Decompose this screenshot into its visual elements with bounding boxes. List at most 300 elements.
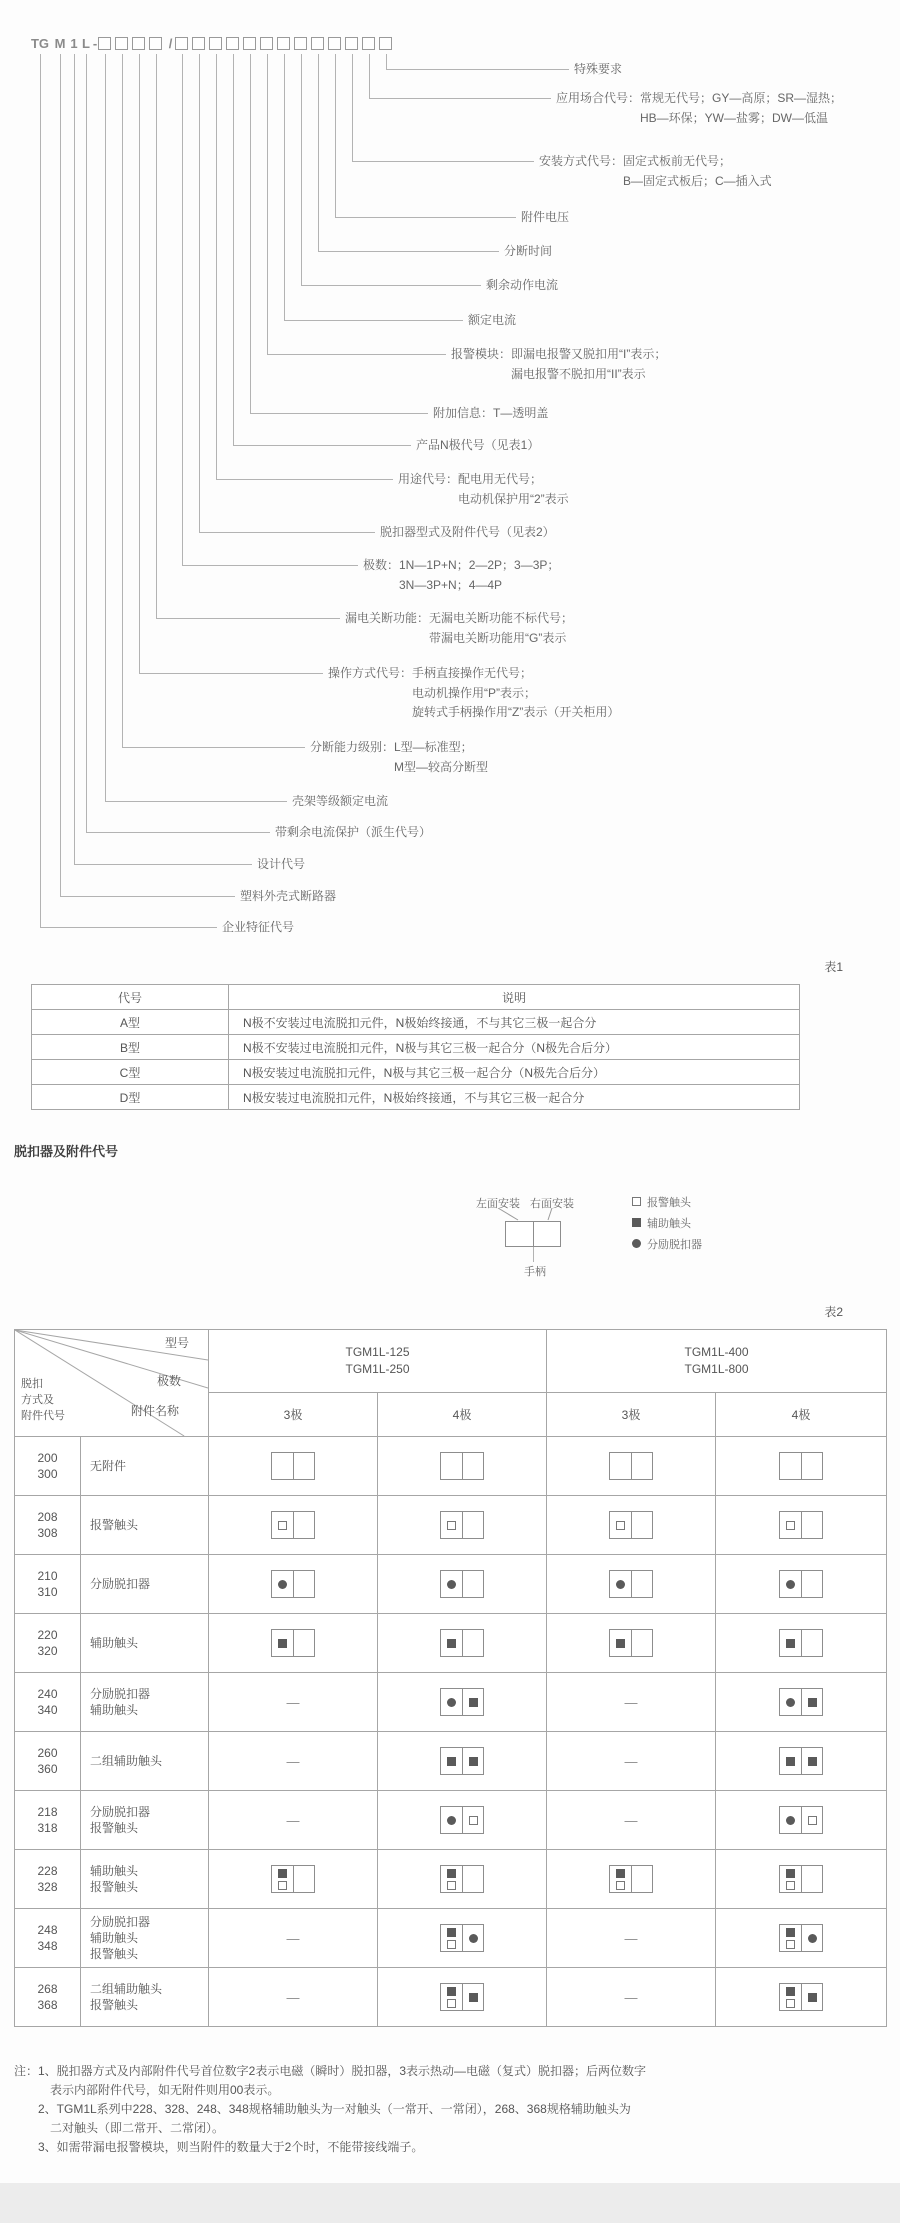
right-mount-slot bbox=[801, 1571, 822, 1597]
diagram-cell bbox=[716, 1909, 887, 1968]
model-field-label-line: 塑料外壳式断路器 bbox=[240, 889, 337, 903]
diagram-cell bbox=[378, 1791, 547, 1850]
right-mount-slot bbox=[293, 1571, 314, 1597]
mount-left-label: 左面安装 bbox=[476, 1198, 520, 1210]
aux-contact-icon bbox=[447, 1757, 456, 1766]
model-code bbox=[28, 36, 396, 51]
code-cell: 260 360 bbox=[15, 1732, 81, 1791]
left-mount-slot bbox=[272, 1630, 293, 1656]
diagram-cell bbox=[209, 1968, 378, 2027]
diagram-cell bbox=[209, 1732, 378, 1791]
model-code-box bbox=[209, 37, 222, 50]
connector-line bbox=[156, 618, 341, 619]
code-cell: 210 310 bbox=[15, 1555, 81, 1614]
code-cell: C型 bbox=[32, 1060, 229, 1085]
corner-accessory-name-label: 附件名称 bbox=[131, 1404, 180, 1418]
aux-contact-icon bbox=[469, 1993, 478, 2002]
diagram-cell bbox=[716, 1614, 887, 1673]
connector-line bbox=[386, 54, 387, 69]
right-mount-slot bbox=[631, 1512, 652, 1538]
not-available-dash: — bbox=[286, 1930, 300, 1946]
left-mount-slot bbox=[610, 1512, 631, 1538]
model-code-box bbox=[243, 37, 256, 50]
accessory-diagram bbox=[779, 1747, 823, 1775]
connector-line bbox=[199, 54, 200, 532]
diagram-cell bbox=[716, 1437, 887, 1496]
left-mount-slot bbox=[272, 1453, 293, 1479]
n-pole-code-table bbox=[31, 984, 800, 1110]
aux-contact-icon bbox=[447, 1928, 456, 1937]
model-field-label bbox=[222, 918, 294, 938]
left-mount-slot bbox=[441, 1866, 462, 1892]
model-field-label bbox=[556, 89, 842, 128]
table-row bbox=[32, 1035, 800, 1060]
left-mount-slot bbox=[441, 1748, 462, 1774]
accessory-diagram bbox=[609, 1452, 653, 1480]
right-mount-slot bbox=[631, 1571, 652, 1597]
connector-line bbox=[318, 54, 319, 251]
model-code-box bbox=[311, 37, 324, 50]
connector-line bbox=[105, 54, 106, 801]
table-header-row bbox=[32, 985, 800, 1010]
section-heading: 脱扣器及附件代号 bbox=[14, 1144, 119, 1159]
model-field-label-line: B—固定式板后；C—插入式 bbox=[539, 173, 772, 188]
accessory-diagram bbox=[271, 1865, 315, 1893]
left-mount-slot bbox=[780, 1748, 801, 1774]
diagram-cell bbox=[716, 1791, 887, 1850]
not-available-dash: — bbox=[624, 1812, 638, 1828]
diagram-cell bbox=[378, 1614, 547, 1673]
model-code-box bbox=[277, 37, 290, 50]
not-available-dash: — bbox=[286, 1812, 300, 1828]
alarm-contact-icon bbox=[632, 1197, 641, 1206]
accessory-diagram bbox=[271, 1452, 315, 1480]
diagram-cell bbox=[547, 1791, 716, 1850]
pole-header: 3极 bbox=[547, 1392, 716, 1436]
model-field-label-line: HB—环保；YW—盐雾；DW—低温 bbox=[556, 110, 828, 125]
aux-contact-icon bbox=[786, 1869, 795, 1878]
not-available-dash: — bbox=[624, 1989, 638, 2005]
diagram-cell bbox=[378, 1732, 547, 1791]
aux-contact-icon bbox=[447, 1987, 456, 1996]
diagram-cell bbox=[716, 1968, 887, 2027]
connector-line bbox=[318, 251, 500, 252]
pole-header: 4极 bbox=[378, 1392, 547, 1436]
diagram-cell bbox=[378, 1437, 547, 1496]
model-field-label-line: 带剩余电流保护（派生代号） bbox=[275, 825, 432, 839]
aux-contact-icon bbox=[447, 1869, 456, 1878]
left-mount-slot bbox=[441, 1984, 462, 2010]
connector-line bbox=[139, 54, 140, 673]
model-code-box bbox=[115, 37, 128, 50]
model-field-label-line: 分断时间 bbox=[504, 244, 553, 258]
model-field-label bbox=[468, 311, 516, 331]
left-mount-slot bbox=[780, 1807, 801, 1833]
left-mount-slot bbox=[610, 1453, 631, 1479]
model-field-label-line: 企业特征代号 bbox=[222, 920, 295, 934]
model-field-label bbox=[451, 345, 666, 384]
diagram-cell bbox=[547, 1850, 716, 1909]
model-code-char: 1 bbox=[70, 36, 78, 51]
corner-poles-label: 极数 bbox=[157, 1374, 182, 1388]
accessory-diagram bbox=[779, 1924, 823, 1952]
not-available-dash: — bbox=[624, 1930, 638, 1946]
accessory-diagram bbox=[440, 1747, 484, 1775]
model-code-box bbox=[328, 37, 341, 50]
code-cell: 228 328 bbox=[15, 1850, 81, 1909]
aux-contact-icon bbox=[447, 1639, 456, 1648]
footnote-line: 二对触头（即二常开、二常闭）。 bbox=[14, 2121, 225, 2135]
connector-line bbox=[352, 54, 353, 161]
accessory-diagram bbox=[271, 1570, 315, 1598]
connector-line bbox=[301, 54, 302, 285]
connector-line bbox=[60, 896, 235, 897]
right-mount-slot bbox=[801, 1453, 822, 1479]
accessory-diagram bbox=[271, 1511, 315, 1539]
diagram-cell bbox=[378, 1968, 547, 2027]
right-mount-slot bbox=[631, 1866, 652, 1892]
accessory-diagram bbox=[779, 1452, 823, 1480]
accessory-diagram bbox=[609, 1629, 653, 1657]
model-field-label-line: 极数：1N—1P+N；2—2P；3—3P； bbox=[363, 558, 560, 572]
model-field-label bbox=[504, 242, 552, 262]
connector-line bbox=[40, 927, 217, 928]
right-mount-slot bbox=[462, 1630, 483, 1656]
model-field-label bbox=[521, 208, 569, 228]
right-mount-slot bbox=[801, 1925, 822, 1951]
legend-label: 分励脱扣器 bbox=[647, 1238, 702, 1251]
aux-contact-icon bbox=[786, 1757, 795, 1766]
right-mount-slot bbox=[293, 1512, 314, 1538]
connector-line bbox=[86, 54, 87, 832]
connector-line bbox=[233, 445, 412, 446]
alarm-contact-icon bbox=[786, 1999, 795, 2008]
accessory-name-cell: 分励脱扣器 报警触头 bbox=[81, 1791, 209, 1850]
right-mount-slot bbox=[462, 1512, 483, 1538]
model-field-label-line: 分断能力级别：L型—标准型； bbox=[310, 740, 473, 754]
model-field-label-line: 带漏电关断功能用“G”表示 bbox=[345, 630, 567, 645]
accessory-diagram bbox=[440, 1924, 484, 1952]
accessory-diagram bbox=[779, 1629, 823, 1657]
alarm-contact-icon bbox=[447, 1521, 456, 1530]
diagram-cell bbox=[209, 1850, 378, 1909]
table-row bbox=[32, 1060, 800, 1085]
left-mount-slot bbox=[272, 1571, 293, 1597]
alarm-contact-icon bbox=[447, 1881, 456, 1890]
trip-accessory-table bbox=[14, 1329, 887, 2027]
alarm-contact-icon bbox=[278, 1881, 287, 1890]
footnote-line: 2、TGM1L系列中228、328、248、348规格辅助触头为一对触头（一常开、一常闭），268、368规格辅助触头为 bbox=[14, 2102, 631, 2116]
right-mount-slot bbox=[462, 1925, 483, 1951]
code-cell: 200 300 bbox=[15, 1437, 81, 1496]
left-mount-slot bbox=[441, 1925, 462, 1951]
alarm-contact-icon bbox=[786, 1881, 795, 1890]
aux-contact-icon bbox=[469, 1757, 478, 1766]
accessory-diagram bbox=[440, 1452, 484, 1480]
model-field-label-line: 附件电压 bbox=[521, 210, 570, 224]
handle-pointer-line bbox=[533, 1247, 534, 1262]
diagram-cell bbox=[378, 1673, 547, 1732]
shunt-release-icon bbox=[469, 1934, 478, 1943]
not-available-dash: — bbox=[624, 1694, 638, 1710]
code-cell: 248 348 bbox=[15, 1909, 81, 1968]
not-available-dash: — bbox=[286, 1989, 300, 2005]
right-mount-slot bbox=[462, 1571, 483, 1597]
model-code-box bbox=[294, 37, 307, 50]
table-header-row bbox=[15, 1330, 887, 1393]
diagram-cell bbox=[547, 1673, 716, 1732]
code-cell: 218 318 bbox=[15, 1791, 81, 1850]
alarm-contact-icon bbox=[616, 1881, 625, 1890]
model-field-label bbox=[240, 887, 336, 907]
accessory-diagram bbox=[609, 1570, 653, 1598]
code-cell: 220 320 bbox=[15, 1614, 81, 1673]
model-field-label-line: 安装方式代号：固定式板前无代号； bbox=[539, 154, 732, 168]
model-field-label bbox=[345, 609, 573, 648]
connector-line bbox=[74, 864, 252, 865]
diagram-cell bbox=[209, 1614, 378, 1673]
aux-contact-icon bbox=[616, 1869, 625, 1878]
alarm-contact-icon bbox=[278, 1521, 287, 1530]
model-code-char: TG bbox=[30, 36, 50, 51]
right-mount-slot bbox=[801, 1748, 822, 1774]
table-row bbox=[15, 1437, 887, 1496]
aux-contact-icon bbox=[786, 1928, 795, 1937]
diagram-cell bbox=[209, 1791, 378, 1850]
connector-line bbox=[335, 217, 517, 218]
left-mount-slot bbox=[441, 1512, 462, 1538]
footnote-line: 3、如需带漏电报警模块，则当附件的数量大于2个时，不能带接线端子。 bbox=[14, 2140, 424, 2154]
table-row bbox=[32, 1010, 800, 1035]
alarm-contact-icon bbox=[616, 1521, 625, 1530]
aux-contact-icon bbox=[616, 1639, 625, 1648]
connector-line bbox=[335, 54, 336, 217]
model-field-label-line: 额定电流 bbox=[468, 313, 517, 327]
connector-line bbox=[86, 832, 270, 833]
page-margin bbox=[0, 2183, 900, 2223]
model-field-label-line: 旋转式手柄操作用“Z”表示（开关柜用） bbox=[328, 705, 620, 719]
connector-line bbox=[216, 54, 217, 479]
model-group-header: TGM1L-400 TGM1L-800 bbox=[547, 1330, 887, 1393]
connector-line bbox=[250, 413, 429, 414]
left-mount-slot bbox=[272, 1866, 293, 1892]
left-mount-slot bbox=[780, 1512, 801, 1538]
model-field-label-line: 特殊要求 bbox=[574, 62, 623, 76]
model-field-label-line: 用途代号：配电用无代号； bbox=[398, 472, 543, 486]
aux-contact-icon bbox=[808, 1698, 817, 1707]
legend-label: 报警触头 bbox=[647, 1196, 691, 1209]
left-mount-slot bbox=[780, 1689, 801, 1715]
shunt-release-icon bbox=[278, 1580, 287, 1589]
accessory-name-cell: 报警触头 bbox=[81, 1496, 209, 1555]
model-field-label-line: 电动机操作用“P”表示； bbox=[328, 685, 536, 700]
code-cell: D型 bbox=[32, 1085, 229, 1110]
left-mount-slot bbox=[780, 1453, 801, 1479]
aux-contact-icon bbox=[278, 1869, 287, 1878]
connector-line bbox=[122, 747, 306, 748]
right-mount-slot bbox=[462, 1453, 483, 1479]
diagram-cell bbox=[378, 1555, 547, 1614]
accessory-diagram bbox=[440, 1806, 484, 1834]
aux-contact-icon bbox=[808, 1993, 817, 2002]
left-mount-slot bbox=[441, 1630, 462, 1656]
model-field-label-line: 附加信息：T—透明盖 bbox=[433, 406, 549, 420]
right-mount-slot bbox=[801, 1512, 822, 1538]
not-available-dash: — bbox=[286, 1753, 300, 1769]
accessory-diagram bbox=[779, 1983, 823, 2011]
table-row bbox=[15, 1791, 887, 1850]
alarm-contact-icon bbox=[447, 1940, 456, 1949]
accessory-name-cell: 二组辅助触头 bbox=[81, 1732, 209, 1791]
diagram-cell bbox=[716, 1496, 887, 1555]
accessory-name-cell: 分励脱扣器 辅助触头 报警触头 bbox=[81, 1909, 209, 1968]
connector-line bbox=[352, 161, 535, 162]
table-row bbox=[15, 1555, 887, 1614]
right-mount-slot bbox=[462, 1866, 483, 1892]
connector-line bbox=[284, 54, 285, 320]
desc-cell: N极不安装过电流脱扣元件，N极始终接通，不与其它三极一起合分 bbox=[229, 1010, 800, 1035]
corner-cell bbox=[15, 1330, 209, 1437]
right-mount-slot bbox=[293, 1453, 314, 1479]
accessory-diagram bbox=[779, 1570, 823, 1598]
shunt-release-icon bbox=[616, 1580, 625, 1589]
left-mount-slot bbox=[780, 1630, 801, 1656]
connector-line bbox=[182, 565, 359, 566]
table-row bbox=[15, 1850, 887, 1909]
left-mount-slot bbox=[780, 1866, 801, 1892]
model-code-box bbox=[226, 37, 239, 50]
legend bbox=[632, 1191, 702, 1254]
shunt-release-icon bbox=[447, 1816, 456, 1825]
model-code-char: / bbox=[168, 36, 173, 51]
accessory-name-cell: 二组辅助触头 报警触头 bbox=[81, 1968, 209, 2027]
code-cell: B型 bbox=[32, 1035, 229, 1060]
table-row bbox=[15, 1732, 887, 1791]
diagram-cell bbox=[547, 1437, 716, 1496]
not-available-dash: — bbox=[624, 1753, 638, 1769]
right-mount-slot bbox=[462, 1984, 483, 2010]
connector-line bbox=[267, 354, 447, 355]
aux-contact-icon bbox=[632, 1218, 641, 1227]
legend-item bbox=[632, 1233, 702, 1254]
aux-contact-icon bbox=[808, 1757, 817, 1766]
connector-line bbox=[301, 285, 482, 286]
connector-line bbox=[216, 479, 394, 480]
model-field-label-line: 脱扣器型式及附件代号（见表2） bbox=[380, 525, 555, 539]
accessory-name-cell: 无附件 bbox=[81, 1437, 209, 1496]
connector-line bbox=[250, 54, 251, 413]
model-field-label-line: 应用场合代号：常规无代号；GY—高原；SR—湿热； bbox=[556, 91, 843, 105]
right-mount-slot bbox=[293, 1866, 314, 1892]
model-field-label bbox=[310, 738, 488, 777]
aux-contact-icon bbox=[786, 1987, 795, 1996]
aux-contact-icon bbox=[469, 1698, 478, 1707]
accessory-diagram bbox=[271, 1629, 315, 1657]
column-header: 说明 bbox=[229, 985, 800, 1010]
alarm-contact-icon bbox=[786, 1521, 795, 1530]
model-field-label bbox=[363, 556, 559, 595]
table-row bbox=[15, 1614, 887, 1673]
column-header: 代号 bbox=[32, 985, 229, 1010]
model-code-box bbox=[149, 37, 162, 50]
diagram-cell bbox=[716, 1732, 887, 1791]
right-mount-slot bbox=[293, 1630, 314, 1656]
right-mount-slot bbox=[801, 1984, 822, 2010]
model-field-label-line: 设计代号 bbox=[257, 857, 306, 871]
right-mount-slot bbox=[462, 1748, 483, 1774]
connector-line bbox=[139, 673, 324, 674]
left-mount-slot bbox=[441, 1689, 462, 1715]
accessory-diagram bbox=[779, 1688, 823, 1716]
diagram-cell bbox=[209, 1437, 378, 1496]
connector-line bbox=[199, 532, 376, 533]
shunt-release-icon bbox=[808, 1934, 817, 1943]
table2-label: 表2 bbox=[824, 1305, 843, 1319]
left-mount-slot bbox=[272, 1512, 293, 1538]
model-field-label bbox=[486, 276, 558, 296]
left-mount-slot bbox=[610, 1630, 631, 1656]
code-cell: 268 368 bbox=[15, 1968, 81, 2027]
left-mount-slot bbox=[506, 1222, 533, 1246]
table-row bbox=[15, 1496, 887, 1555]
footnote-line: 注：1、脱扣器方式及内部附件代号首位数字2表示电磁（瞬时）脱扣器，3表示热动—电磁（复式）脱扣器；后两位数字 bbox=[14, 2064, 647, 2078]
model-field-label-line: 电动机保护用“2”表示 bbox=[398, 491, 569, 506]
diagram-cell bbox=[378, 1496, 547, 1555]
diagram-cell bbox=[547, 1732, 716, 1791]
model-field-label-line: 操作方式代号：手柄直接操作无代号； bbox=[328, 666, 533, 680]
diagram-cell bbox=[378, 1850, 547, 1909]
model-field-label bbox=[292, 792, 388, 812]
aux-contact-icon bbox=[786, 1639, 795, 1648]
shunt-release-icon bbox=[447, 1580, 456, 1589]
left-mount-slot bbox=[780, 1984, 801, 2010]
model-field-label-line: 产品N极代号（见表1） bbox=[416, 438, 540, 452]
connector-line bbox=[369, 54, 370, 98]
desc-cell: N极安装过电流脱扣元件，N极与其它三极一起合分（N极先合后分） bbox=[229, 1060, 800, 1085]
alarm-contact-icon bbox=[786, 1940, 795, 1949]
model-field-label-line: M型—较高分断型 bbox=[310, 759, 488, 774]
code-cell: 208 308 bbox=[15, 1496, 81, 1555]
right-mount-slot bbox=[631, 1630, 652, 1656]
table-row bbox=[15, 1673, 887, 1732]
left-mount-slot bbox=[441, 1807, 462, 1833]
model-code-char: M bbox=[54, 36, 66, 51]
model-field-label bbox=[398, 470, 569, 509]
pole-header: 4极 bbox=[716, 1392, 887, 1436]
footnote-line: 表示内部附件代号，如无附件则用00表示。 bbox=[14, 2083, 280, 2097]
legend-label: 辅助触头 bbox=[647, 1217, 691, 1230]
model-code-char: L bbox=[82, 36, 90, 51]
model-field-label bbox=[416, 436, 539, 456]
model-group-header: TGM1L-125 TGM1L-250 bbox=[209, 1330, 547, 1393]
table-row bbox=[15, 1909, 887, 1968]
model-field-label bbox=[257, 855, 305, 875]
model-code-char: - bbox=[92, 36, 98, 51]
diagram-cell bbox=[378, 1909, 547, 1968]
model-field-label-line: 壳架等级额定电流 bbox=[292, 794, 389, 808]
diagram-cell bbox=[547, 1968, 716, 2027]
legend-item bbox=[632, 1212, 702, 1233]
diagram-cell bbox=[547, 1614, 716, 1673]
model-field-label-line: 剩余动作电流 bbox=[486, 278, 559, 292]
accessory-diagram bbox=[779, 1806, 823, 1834]
accessory-diagram bbox=[609, 1865, 653, 1893]
left-mount-slot bbox=[780, 1571, 801, 1597]
model-code-box bbox=[379, 37, 392, 50]
connector-line bbox=[182, 54, 183, 565]
connector-line bbox=[40, 54, 41, 927]
accessory-diagram bbox=[440, 1688, 484, 1716]
